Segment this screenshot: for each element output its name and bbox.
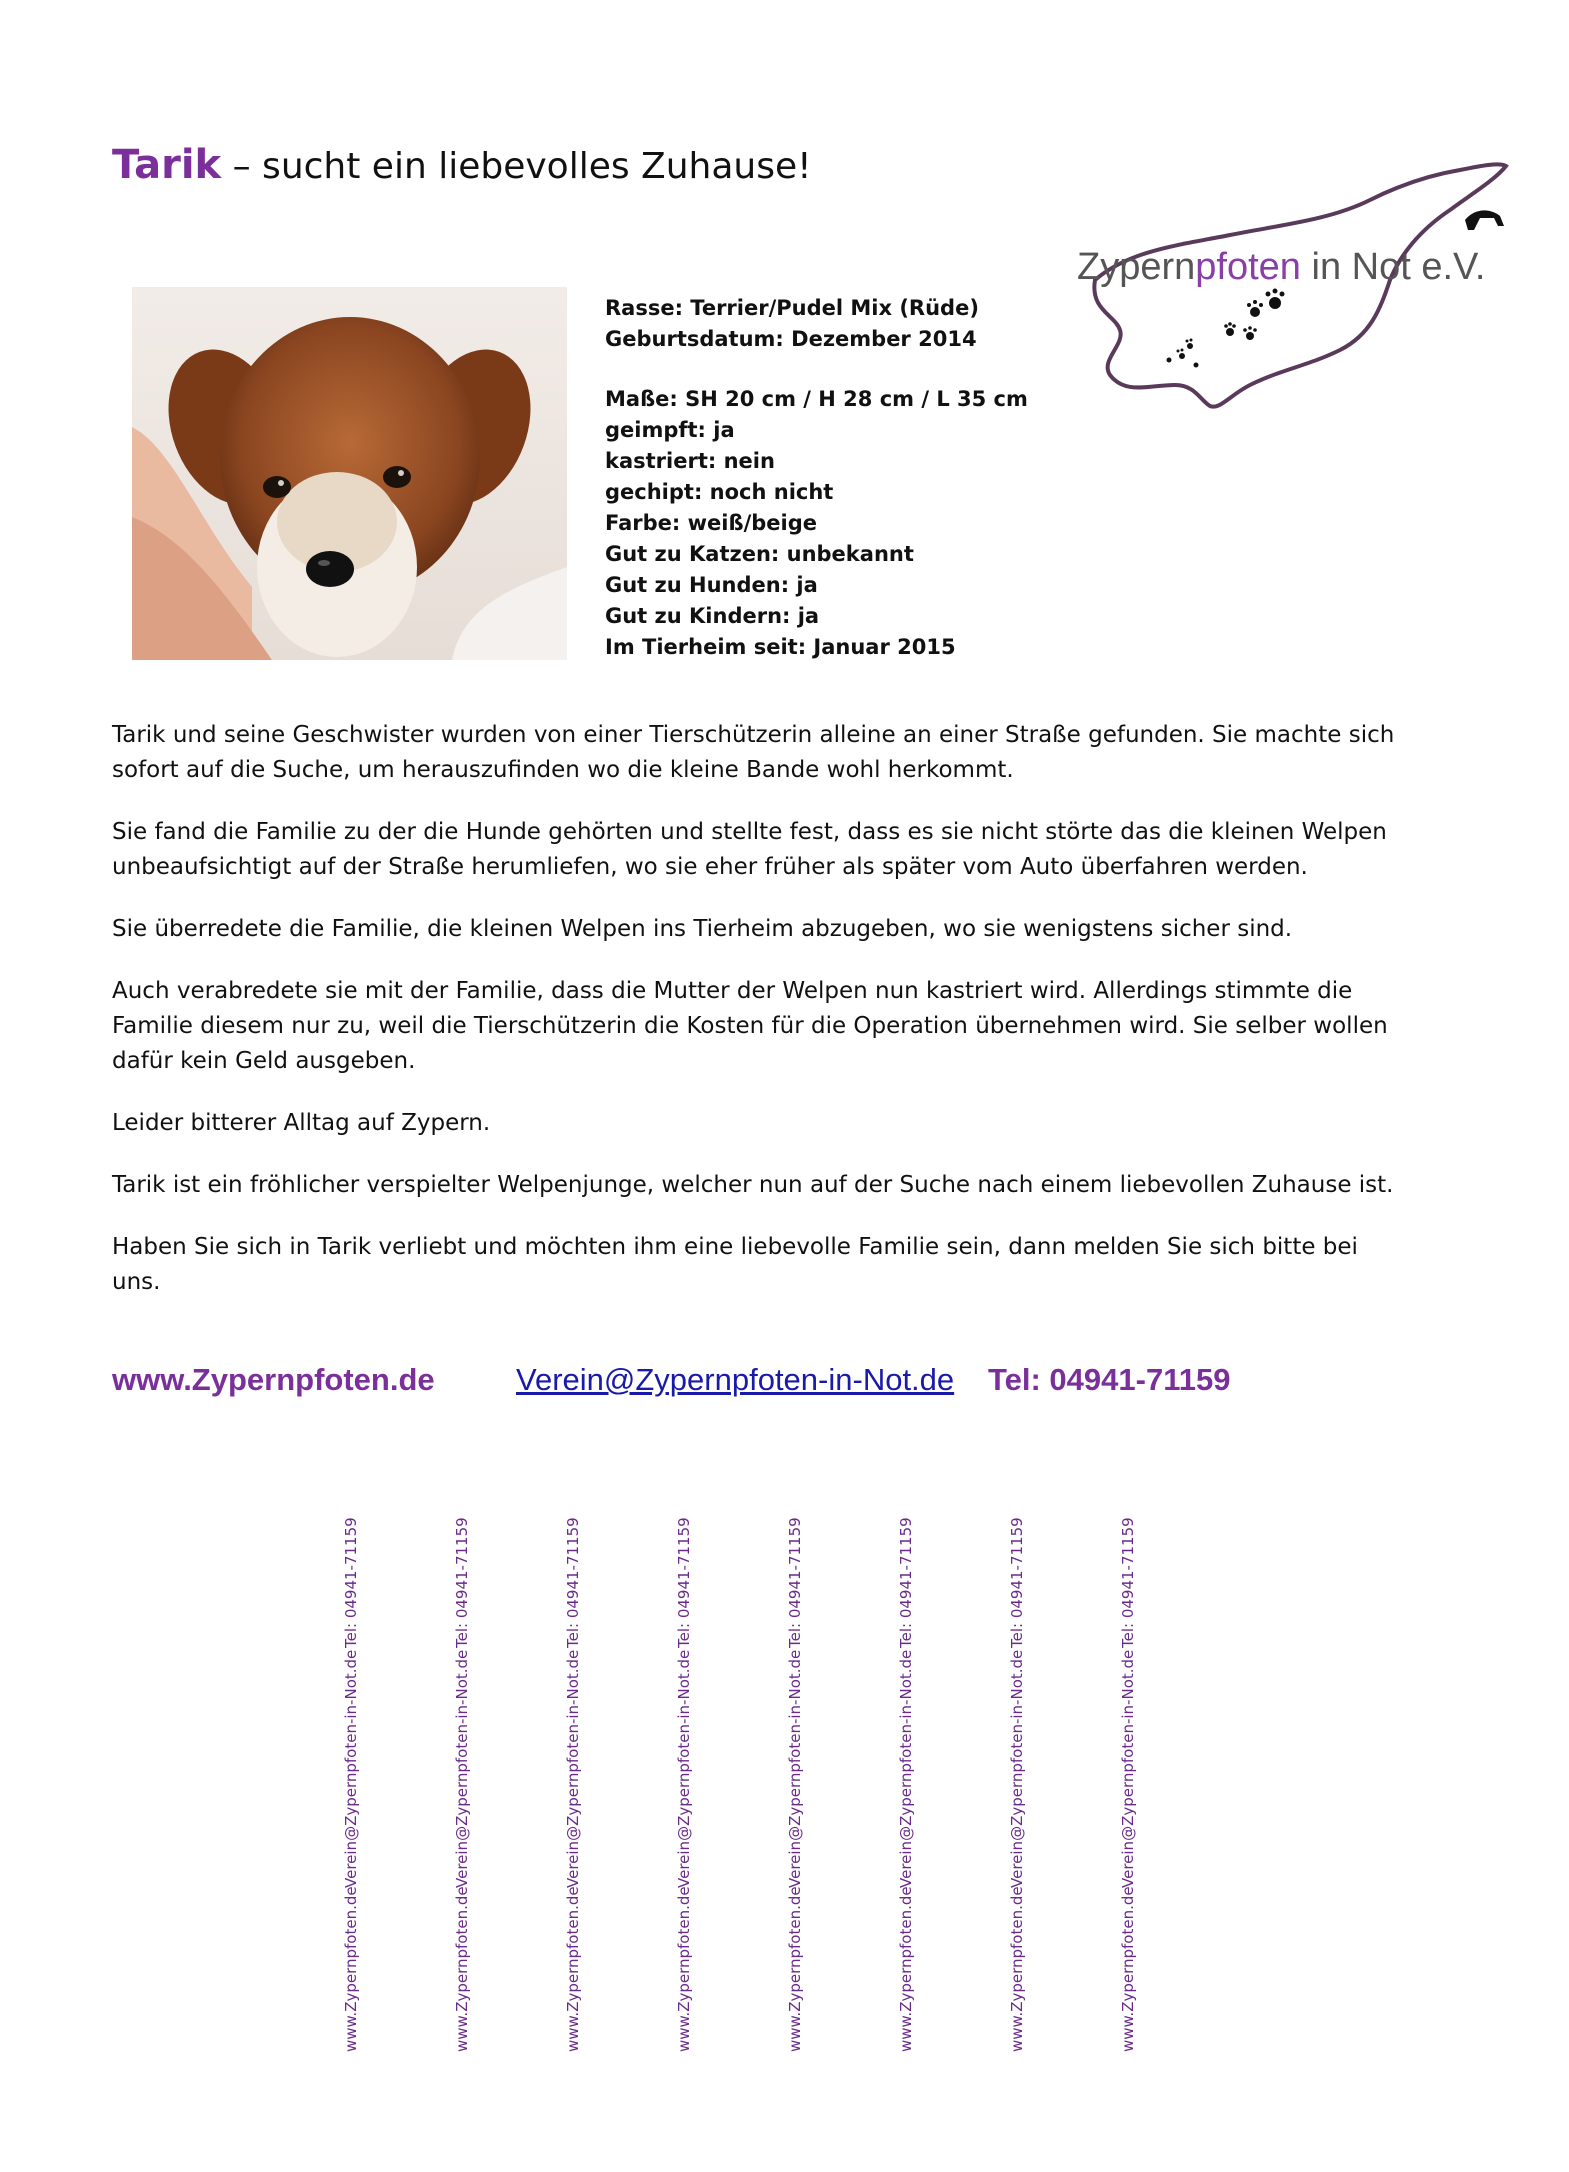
fact-gechipt: gechipt: noch nicht — [605, 480, 834, 504]
tearoff-website: www.Zypernpfoten.de — [1008, 1886, 1026, 2052]
dog-name: Tarik — [112, 142, 222, 188]
tearoff-strip — [782, 1517, 812, 2052]
page-title — [112, 142, 812, 188]
fact-hunden: Gut zu Hunden: ja — [605, 573, 818, 597]
logo-text — [1077, 246, 1485, 289]
tearoff-website: www.Zypernpfoten.de — [564, 1886, 582, 2052]
page-tagline: – sucht ein liebevolles Zuhause! — [221, 146, 812, 187]
tearoff-strip — [560, 1517, 590, 2052]
tearoff-strip — [893, 1517, 923, 2052]
story-paragraph: Auch verabredete sie mit der Familie, dass die Mutter der Welpen nun kastriert wird. Allerdings stimmte die Familie diesem nur zu, weil die Tierschützerin die Kosten für die Operation übernehmen wird. Sie selber wollen dafür kein Geld ausgeben. — [112, 978, 1388, 1074]
tearoff-email: Verein@Zypernpfoten-in-Not.de — [564, 1649, 582, 1888]
paw-prints-icon — [1167, 289, 1285, 368]
tearoff-phone: Tel: 04941-71159 — [564, 1517, 582, 1648]
logo-text-part1: Zypern — [1077, 246, 1196, 288]
fact-katzen: Gut zu Katzen: unbekannt — [605, 542, 914, 566]
fact-geburtsdatum: Geburtsdatum: Dezember 2014 — [605, 327, 977, 351]
tearoff-email: Verein@Zypernpfoten-in-Not.de — [897, 1649, 915, 1888]
tearoff-strip — [1115, 1517, 1145, 2052]
logo-text-part2: pfoten — [1195, 246, 1301, 288]
logo-text-part3: in Not e.V. — [1300, 246, 1486, 288]
story-paragraph: Tarik ist ein fröhlicher verspielter Welpenjunge, welcher nun auf der Suche nach einem liebevollen Zuhause ist. — [112, 1172, 1394, 1198]
tearoff-email: Verein@Zypernpfoten-in-Not.de — [786, 1649, 804, 1888]
tearoff-website: www.Zypernpfoten.de — [1119, 1886, 1137, 2052]
fact-kindern: Gut zu Kindern: ja — [605, 604, 820, 628]
fact-tierheim: Im Tierheim seit: Januar 2015 — [605, 635, 956, 659]
tearoff-website: www.Zypernpfoten.de — [675, 1886, 693, 2052]
tearoff-website: www.Zypernpfoten.de — [786, 1886, 804, 2052]
website-link[interactable]: www.Zypernpfoten.de — [112, 1362, 435, 1397]
fact-rasse: Rasse: Terrier/Pudel Mix (Rüde) — [605, 296, 979, 320]
puppy-photo — [132, 287, 567, 660]
story-paragraph: Sie überredete die Familie, die kleinen Welpen ins Tierheim abzugeben, wo sie wenigstens sicher sind. — [112, 916, 1293, 942]
fact-masse: Maße: SH 20 cm / H 28 cm / L 35 cm — [605, 387, 1028, 411]
fact-kastriert: kastriert: nein — [605, 449, 775, 473]
story-paragraph: Leider bitterer Alltag auf Zypern. — [112, 1110, 491, 1136]
phone-number: Tel: 04941-71159 — [988, 1362, 1231, 1397]
dog-silhouette-icon — [1465, 210, 1504, 230]
story-text — [112, 718, 1412, 1327]
tearoff-email: Verein@Zypernpfoten-in-Not.de — [1119, 1649, 1137, 1888]
tearoff-website: www.Zypernpfoten.de — [453, 1886, 471, 2052]
tearoff-email: Verein@Zypernpfoten-in-Not.de — [342, 1649, 360, 1888]
email-link[interactable]: Verein@Zypernpfoten-in-Not.de — [516, 1362, 955, 1397]
tearoff-strip — [671, 1517, 701, 2052]
tearoff-website: www.Zypernpfoten.de — [342, 1886, 360, 2052]
tearoff-email: Verein@Zypernpfoten-in-Not.de — [453, 1649, 471, 1888]
tearoff-email: Verein@Zypernpfoten-in-Not.de — [675, 1649, 693, 1888]
tearoff-strip — [1004, 1517, 1034, 2052]
tearoff-strip — [338, 1517, 368, 2052]
tearoff-email: Verein@Zypernpfoten-in-Not.de — [1008, 1649, 1026, 1888]
contact-footer — [112, 1362, 1412, 1412]
tearoff-phone: Tel: 04941-71159 — [1008, 1517, 1026, 1648]
tearoff-website: www.Zypernpfoten.de — [897, 1886, 915, 2052]
tearoff-phone: Tel: 04941-71159 — [453, 1517, 471, 1648]
tearoff-strip — [449, 1517, 479, 2052]
story-paragraph: Sie fand die Familie zu der die Hunde gehörten und stellte fest, dass es sie nicht störte das die kleinen Welpen unbeaufsichtigt auf der Straße herumliefen, wo sie eher früher als später vom Auto überfahren werden. — [112, 819, 1387, 880]
dog-facts — [605, 293, 1028, 663]
tearoff-phone: Tel: 04941-71159 — [675, 1517, 693, 1648]
story-paragraph: Haben Sie sich in Tarik verliebt und möchten ihm eine liebevolle Familie sein, dann melden Sie sich bitte bei uns. — [112, 1234, 1358, 1295]
fact-farbe: Farbe: weiß/beige — [605, 511, 817, 535]
fact-geimpft: geimpft: ja — [605, 418, 735, 442]
tearoff-phone: Tel: 04941-71159 — [342, 1517, 360, 1648]
tearoff-phone: Tel: 04941-71159 — [897, 1517, 915, 1648]
cyprus-map-logo — [1070, 160, 1515, 420]
tearoff-phone: Tel: 04941-71159 — [786, 1517, 804, 1648]
tearoff-phone: Tel: 04941-71159 — [1119, 1517, 1137, 1648]
story-paragraph: Tarik und seine Geschwister wurden von einer Tierschützerin alleine an einer Straße gefunden. Sie machte sich sofort auf die Suche, um herauszufinden wo die kleine Bande wohl herkommt. — [112, 722, 1395, 783]
